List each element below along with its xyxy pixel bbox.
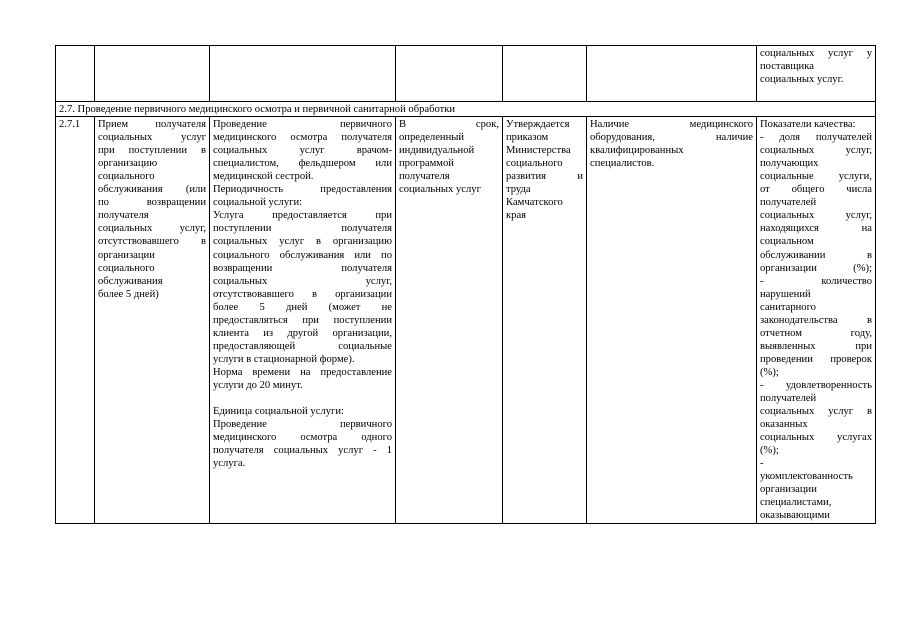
- text-line: более 5 дней): [98, 288, 159, 300]
- text-line: Единица социальной услуги:: [213, 406, 344, 418]
- text-line: услуга.: [213, 458, 246, 470]
- text-line: Камчатского: [506, 197, 563, 209]
- text-line: поставщика: [760, 61, 814, 73]
- text-line: [213, 392, 392, 405]
- text-line: социальных услуг.: [760, 74, 844, 86]
- text-line: нарушений: [760, 288, 811, 300]
- text-line: -: [760, 458, 764, 470]
- text-line: Периодичность предоставления: [213, 184, 392, 196]
- text-line: социальных услуг,: [213, 275, 392, 287]
- text-line: (%);: [760, 445, 779, 457]
- service-conditions-text: [590, 118, 753, 170]
- text-line: Норма времени на предоставление: [213, 366, 392, 378]
- text-line: организации: [760, 484, 817, 496]
- text-line: специалистов.: [590, 158, 655, 170]
- text-line: Утверждается: [506, 119, 570, 131]
- service-row: [56, 117, 876, 523]
- text-line: специалистом, фельдшером или: [213, 158, 392, 170]
- text-line: получателя: [98, 210, 149, 222]
- section-row: [56, 102, 876, 117]
- text-line: социальных услуг в организацию: [213, 236, 392, 248]
- text-line: более 5 дней (может не: [213, 301, 392, 313]
- text-line: социальных услуг: [98, 132, 206, 144]
- section-title: 2.7. Проведение первичного медицинского осмотра и первичной санитарной обработки: [56, 102, 876, 117]
- text-line: выявленных при: [760, 340, 872, 352]
- text-line: оказывающими: [760, 510, 830, 522]
- text-line: труда: [506, 184, 531, 196]
- cell-empty: [503, 46, 587, 102]
- cell-empty: [210, 46, 396, 102]
- text-line: социальных услуг у: [760, 48, 872, 59]
- text-line: находящихся на: [760, 223, 872, 235]
- cell-empty: [587, 46, 757, 102]
- cell-empty: [396, 46, 503, 102]
- continuation-indicators-cell: [757, 46, 876, 102]
- service-term-cell: [396, 117, 503, 523]
- text-line: - количество: [760, 275, 872, 287]
- services-table: [55, 45, 876, 524]
- text-line: специалистами,: [760, 497, 832, 509]
- text-line: индивидуальной: [399, 145, 475, 157]
- text-line: социальных услуг врачом-: [213, 145, 392, 157]
- service-tariff-text: [506, 118, 583, 222]
- text-line: социальной услуги:: [213, 197, 303, 209]
- text-line: предоставляться при поступлении: [213, 314, 392, 326]
- text-line: Проведение первичного: [213, 119, 392, 131]
- text-line: Министерства: [506, 145, 571, 157]
- text-line: обслуживания (или: [98, 184, 206, 196]
- text-line: - доля получателей: [760, 132, 872, 144]
- continuation-indicators-text: [760, 47, 872, 86]
- text-line: квалифицированных: [590, 145, 684, 157]
- text-line: социальных услуг: [399, 184, 481, 196]
- text-line: (%);: [760, 366, 779, 378]
- text-line: программой: [399, 158, 454, 170]
- text-line: края: [506, 210, 527, 222]
- text-line: клиента из другой организации,: [213, 327, 392, 339]
- text-line: Проведение первичного: [213, 419, 392, 431]
- text-line: законодательства в: [760, 314, 872, 326]
- text-line: при поступлении в: [98, 145, 206, 157]
- cell-empty: [56, 46, 95, 102]
- text-line: Показатели качества:: [760, 119, 856, 131]
- text-line: определенный: [399, 132, 465, 144]
- text-line: медицинского осмотра получателя: [213, 132, 392, 144]
- text-line: социальном: [760, 236, 814, 248]
- text-line: услуги в стационарной форме).: [213, 353, 355, 365]
- service-indicators-text: [760, 118, 872, 522]
- text-line: обслуживания: [98, 275, 163, 287]
- text-line: услуги до 20 минут.: [213, 379, 303, 391]
- text-line: социальных услуг,: [760, 145, 872, 157]
- text-line: по возвращении: [98, 197, 206, 209]
- text-line: оборудования, наличие: [590, 132, 753, 144]
- text-line: от общего числа: [760, 184, 872, 196]
- text-line: обслуживании в: [760, 249, 872, 261]
- text-line: организацию: [98, 158, 158, 170]
- text-line: - удовлетворенность: [760, 379, 872, 391]
- text-line: Наличие медицинского: [590, 119, 753, 131]
- text-line: социальных услуг,: [98, 223, 206, 235]
- text-line: социальных услуг в: [760, 406, 872, 418]
- text-line: приказом: [506, 132, 549, 144]
- text-line: получателя: [399, 171, 450, 183]
- text-line: медицинского осмотра одного: [213, 432, 392, 444]
- text-line: В срок,: [399, 119, 499, 131]
- text-line: оказанных: [760, 419, 808, 431]
- text-line: получателей: [760, 393, 817, 405]
- text-line: развития и: [506, 171, 583, 183]
- service-indicators-cell: [757, 117, 876, 523]
- text-line: социальные услуги,: [760, 171, 872, 183]
- text-line: социального обслуживания или по: [213, 249, 392, 261]
- text-line: получающих: [760, 158, 819, 170]
- text-line: социальных услуг,: [760, 210, 872, 222]
- text-line: социального: [98, 262, 155, 274]
- text-line: поступлении получателя: [213, 223, 392, 235]
- service-term-text: [399, 118, 499, 196]
- text-line: социального: [98, 171, 155, 183]
- text-line: Прием получателя: [98, 119, 206, 131]
- text-line: отчетном году,: [760, 327, 872, 339]
- text-line: организации (%);: [760, 262, 872, 274]
- service-tariff-cell: [503, 117, 587, 523]
- text-line: медицинской сестрой.: [213, 171, 314, 183]
- text-line: отсутствовавшего в организации: [213, 288, 392, 300]
- text-line: получателя социальных услуг - 1: [213, 445, 392, 457]
- text-line: проведении проверок: [760, 353, 872, 365]
- text-line: отсутствовавшего в: [98, 236, 206, 248]
- service-description-text: [213, 118, 392, 470]
- text-line: социального: [506, 158, 563, 170]
- continuation-row: [56, 46, 876, 102]
- text-line: социальных услугах: [760, 432, 872, 444]
- service-conditions-cell: [587, 117, 757, 523]
- service-name-text: [98, 118, 206, 301]
- text-line: организации: [98, 249, 155, 261]
- text-line: предоставляющей социальные: [213, 340, 392, 352]
- text-line: получателей: [760, 197, 817, 209]
- service-description-cell: [210, 117, 396, 523]
- cell-empty: [95, 46, 210, 102]
- text-line: санитарного: [760, 301, 816, 313]
- text-line: укомплектованность: [760, 471, 853, 483]
- service-name-cell: [95, 117, 210, 523]
- text-line: Услуга предоставляется при: [213, 210, 392, 222]
- row-number: 2.7.1: [56, 117, 95, 523]
- text-line: возвращении получателя: [213, 262, 392, 274]
